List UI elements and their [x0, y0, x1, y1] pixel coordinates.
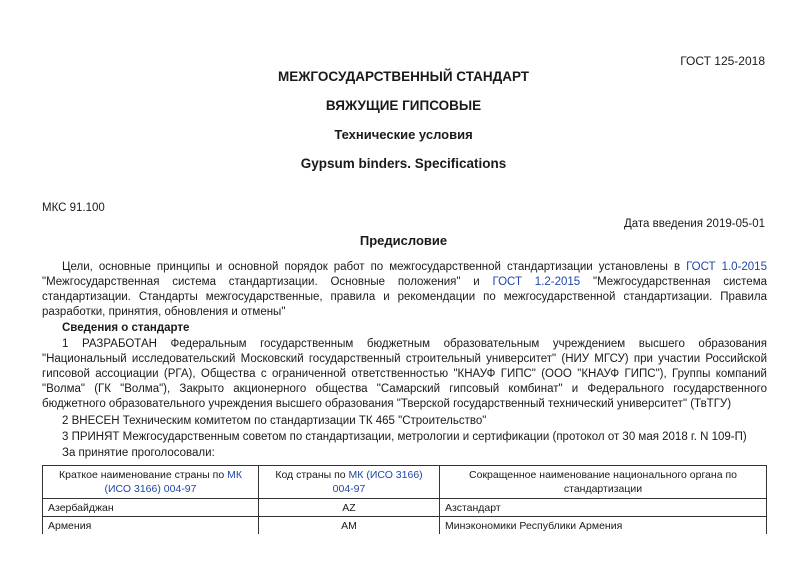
document-subtitle: Технические условия: [334, 127, 473, 142]
standard-info-heading: Сведения о стандарте: [62, 322, 190, 334]
table-row: [43, 499, 767, 517]
gost-number: ГОСТ 125-2018: [680, 54, 765, 68]
code-cell: AM: [259, 517, 440, 535]
national-body-cell: Минэкономики Республики Армения: [440, 517, 767, 535]
country-cell: Армения: [43, 517, 259, 535]
header-country-text: Краткое наименование страны по: [59, 469, 228, 481]
intro-date: Дата введения 2019-05-01: [623, 218, 765, 230]
standard-type-title: МЕЖГОСУДАРСТВЕННЫЙ СТАНДАРТ: [277, 69, 530, 84]
adopted-by-item: 3 ПРИНЯТ Межгосударственным советом по стандартизации, метрологии и сертификации (протокол от 30 мая 2018 г. N 109-П): [62, 431, 747, 443]
voting-countries-table: [42, 465, 767, 534]
table-row: [43, 517, 767, 535]
foreword-text-b: "Межгосударственная система стандартизации. Основные положения" и: [42, 276, 493, 288]
header-country-code: [259, 466, 440, 499]
country-cell: Азербайджан: [43, 499, 259, 517]
mks-code: МКС 91.100: [42, 202, 105, 214]
gost-1-0-link[interactable]: ГОСТ 1.0-2015: [686, 261, 767, 273]
document-title: ВЯЖУЩИЕ ГИПСОВЫЕ: [325, 98, 482, 113]
mk-iso-link[interactable]: МК (ИСО 3166) 004-97: [332, 469, 423, 495]
header-country-name: [43, 466, 259, 499]
foreword-paragraph: [42, 260, 767, 320]
header-national-body: Сокращенное наименование национального органа по стандартизации: [440, 466, 767, 499]
vote-label: За принятие проголосовали:: [62, 447, 215, 459]
gost-1-2-link[interactable]: ГОСТ 1.2-2015: [492, 276, 581, 288]
introduced-by-item: 2 ВНЕСЕН Техническим комитетом по стандартизации ТК 465 "Строительство": [62, 415, 487, 427]
document-title-english: Gypsum binders. Specifications: [300, 156, 507, 171]
national-body-cell: Азстандарт: [440, 499, 767, 517]
foreword-text-c: "Межгосударственная система стандартизации. Стандарты межгосударственные, правила и рекомендации по межгосударственной стандартизации. Правила разработки, принятия, обновления и отмены": [42, 276, 767, 318]
code-cell: AZ: [259, 499, 440, 517]
developed-by-item: 1 РАЗРАБОТАН Федеральным государственным бюджетным образовательным учреждением высшего образования "Национальный исследовательский Московский государственный строительный университет" (НИУ МГСУ) при участии Российской гипсовой ассоциации (РГА), Общества с ограниченной ответственностью "КНАУФ ГИПС" (ООО "КНАУФ ГИПС"), Группы компаний "Волма" (ГК "Волма"), Закрыто акционерного общества "Самарский гипсовый комбинат" и Федерального государственного бюджетного образовательного учреждения высшего образования "Тверской государственный технический университет" (ТвТГУ): [42, 338, 767, 410]
table-header-row: [43, 466, 767, 499]
header-code-text: Код страны по: [275, 469, 349, 481]
foreword-heading: Предисловие: [359, 233, 448, 248]
mk-iso-link[interactable]: МК (ИСО 3166) 004-97: [104, 469, 242, 495]
foreword-text-a: Цели, основные принципы и основной порядок работ по межгосударственной стандартизации установлены в: [62, 261, 687, 273]
